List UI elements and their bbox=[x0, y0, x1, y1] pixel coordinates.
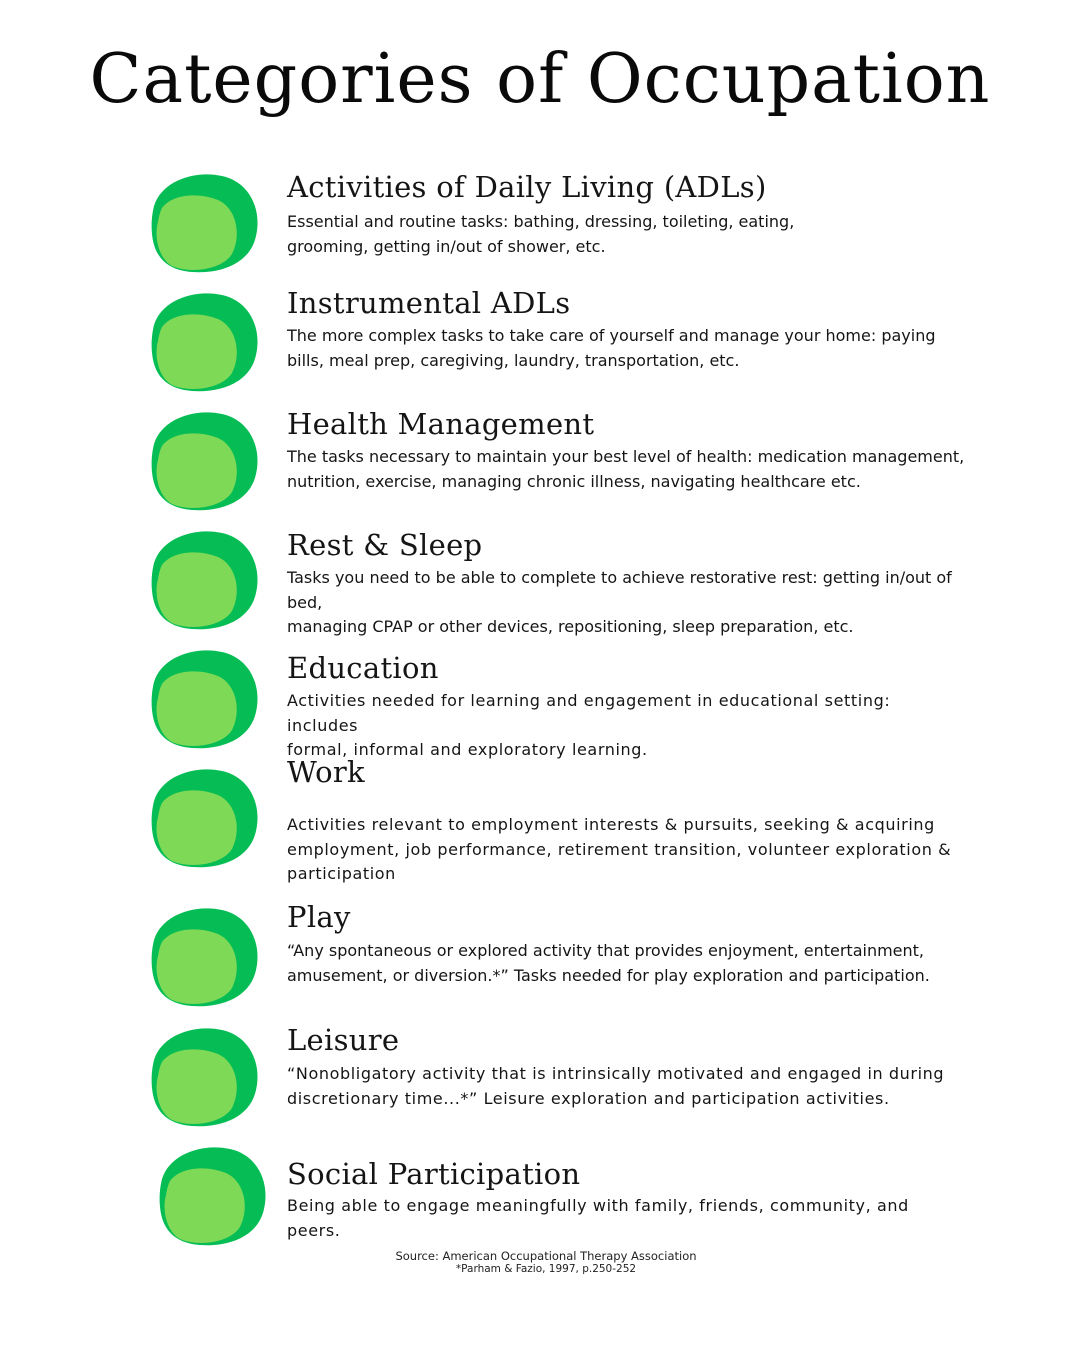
category-description bbox=[287, 566, 987, 640]
description-line: The tasks necessary to maintain your best level of health: medication management, bbox=[287, 447, 965, 466]
category-description bbox=[287, 1194, 967, 1243]
green-blob-icon bbox=[150, 648, 262, 750]
category-heading: Play bbox=[287, 900, 351, 934]
description-line: Activities needed for learning and engagement in educational setting: includes bbox=[287, 691, 891, 735]
green-blob-icon bbox=[150, 906, 262, 1008]
category-heading: Work bbox=[287, 755, 365, 789]
category-description bbox=[287, 445, 967, 494]
green-blob-icon bbox=[150, 410, 262, 512]
description-line: employment, job performance, retirement transition, volunteer exploration & bbox=[287, 839, 952, 859]
category-description bbox=[287, 210, 967, 259]
description-line: amusement, or diversion.*” Tasks needed for play exploration and participation. bbox=[287, 965, 930, 985]
source-line: Source: American Occupational Therapy Association bbox=[395, 1249, 697, 1263]
category-heading: Social Participation bbox=[287, 1157, 581, 1191]
category-heading: Instrumental ADLs bbox=[287, 286, 571, 320]
description-line: “Nonobligatory activity that is intrinsically motivated and engaged in during bbox=[287, 1064, 945, 1083]
green-blob-icon bbox=[158, 1145, 270, 1247]
description-line: managing CPAP or other devices, repositioning, sleep preparation, etc. bbox=[287, 617, 854, 636]
green-blob-icon bbox=[150, 291, 262, 393]
category-description bbox=[287, 689, 967, 763]
description-line: Essential and routine tasks: bathing, dressing, toileting, eating, bbox=[287, 212, 795, 231]
description-line: “Any spontaneous or explored activity that provides enjoyment, entertainment, bbox=[287, 941, 925, 960]
category-description bbox=[287, 813, 967, 887]
category-heading: Activities of Daily Living (ADLs) bbox=[287, 170, 767, 204]
description-line: Tasks you need to be able to complete to achieve restorative rest: getting in/out of bed, bbox=[287, 568, 952, 612]
description-line: nutrition, exercise, managing chronic illness, navigating healthcare etc. bbox=[287, 471, 861, 491]
green-blob-icon bbox=[150, 172, 262, 274]
description-line: discretionary time...*” Leisure exploration and participation activities. bbox=[287, 1088, 890, 1108]
green-blob-icon bbox=[150, 1026, 262, 1128]
green-blob-icon bbox=[150, 767, 262, 869]
description-line: Activities relevant to employment interests & pursuits, seeking & acquiring bbox=[287, 815, 935, 834]
description-line: bills, meal prep, caregiving, laundry, transportation, etc. bbox=[287, 350, 740, 370]
footnote-line: *Parham & Fazio, 1997, p.250-252 bbox=[455, 1263, 637, 1275]
page-title: Categories of Occupation bbox=[89, 40, 991, 119]
description-line: formal, informal and exploratory learning. bbox=[287, 740, 648, 759]
category-description bbox=[287, 939, 967, 988]
category-heading: Education bbox=[287, 651, 439, 685]
description-line: Being able to engage meaningfully with family, friends, community, and peers. bbox=[287, 1196, 909, 1240]
category-heading: Leisure bbox=[287, 1023, 400, 1057]
source-citation bbox=[0, 1249, 1080, 1275]
category-description bbox=[287, 324, 967, 373]
category-heading: Health Management bbox=[287, 407, 595, 441]
description-line: grooming, getting in/out of shower, etc. bbox=[287, 236, 606, 256]
green-blob-icon bbox=[150, 529, 262, 631]
description-line: participation bbox=[287, 864, 396, 883]
category-description bbox=[287, 1062, 967, 1111]
description-line: The more complex tasks to take care of yourself and manage your home: paying bbox=[287, 326, 936, 345]
category-heading: Rest & Sleep bbox=[287, 528, 483, 562]
